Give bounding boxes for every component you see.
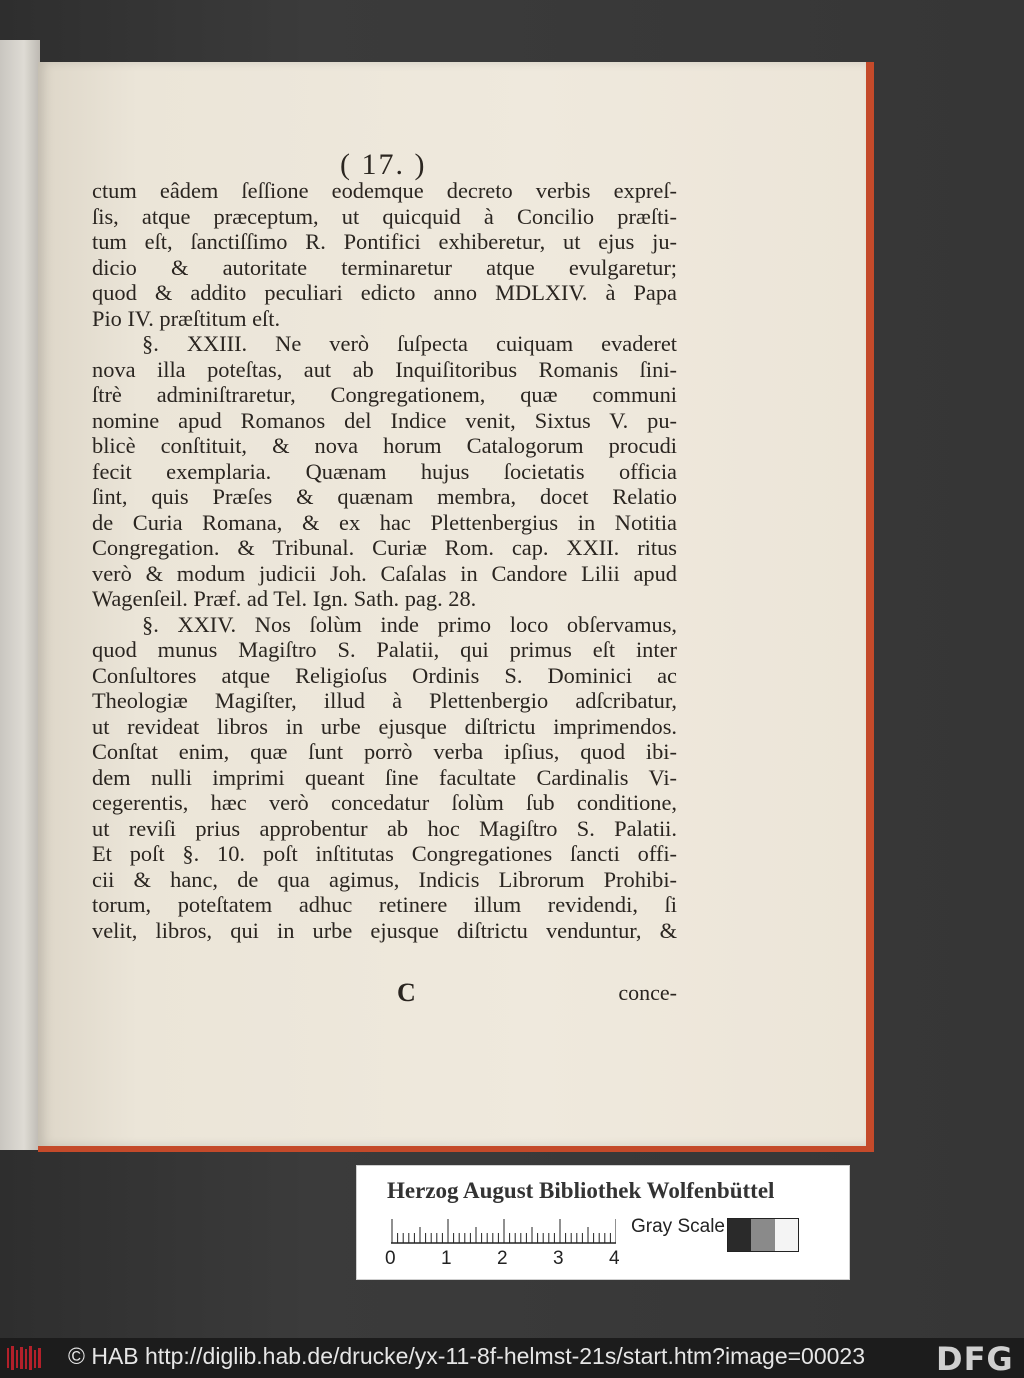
previous-page-edge	[0, 40, 40, 1150]
text-line: quod & addito peculiari edicto anno MDLXIV. à Papa	[92, 280, 677, 305]
text-line: quod munus Magiſtro S. Palatii, qui primus eſt inter	[92, 637, 677, 662]
text-line: torum, poteſtatem adhuc retinere illum revidendi, ſi	[92, 892, 677, 917]
text-line: Conſultores atque Religioſus Ordinis S. Dominici ac	[92, 662, 677, 688]
ruler-number: 0	[385, 1248, 396, 1269]
text-line: Conſtat enim, quæ ſunt porrò verba ipſius, quod ibi-	[92, 739, 677, 764]
text-line: §. XXIV. Nos ſolùm inde primo loco obſervamus,	[142, 611, 677, 637]
text-line: ſint, quis Præſes & quænam membra, docet Relatio	[92, 484, 677, 509]
gray-swatch-light	[775, 1219, 798, 1251]
color-reference-card	[356, 1165, 850, 1280]
text-line: ut revideat libros in urbe ejusque diſtrictu imprimendos.	[92, 713, 677, 739]
ruler-numbers	[385, 1248, 635, 1272]
text-line: cegerentis, hæc verò concedatur ſolùm ſub conditione,	[92, 790, 677, 815]
text-line: de Curia Romana, & ex hac Plettenbergius in Notitia	[92, 509, 677, 535]
text-line: nova illa poteſtas, aut ab Inquiſitoribus Romanis ſini-	[92, 356, 677, 382]
text-line: Pio IV. præſtitum eſt.	[92, 305, 281, 331]
gray-scale-bar	[727, 1218, 799, 1252]
text-line: §. XXIII. Ne verò ſuſpecta cuiquam evaderet	[142, 331, 677, 356]
text-line: Et poſt §. 10. poſt inſtitutas Congregationes ſancti offi-	[92, 841, 677, 866]
gray-swatch-dark	[728, 1219, 751, 1251]
footer-bar	[0, 1338, 1024, 1378]
text-line: ſis, atque præceptum, ut quicquid à Concilio præſti-	[92, 203, 677, 229]
text-line: ctum eâdem ſeſſione eodemque decreto verbis expreſ-	[92, 178, 677, 203]
page-footer-marks	[92, 978, 677, 1008]
signature-mark: C	[397, 978, 416, 1007]
text-line: cii & hanc, de qua agimus, Indicis Librorum Prohibi-	[92, 866, 677, 892]
page-number: ( 17. )	[340, 148, 427, 181]
card-title: Herzog August Bibliothek Wolfenbüttel	[387, 1178, 775, 1203]
text-line: ſtrè adminiſtraretur, Congregationem, quæ communi	[92, 382, 677, 407]
text-line: Congregation. & Tribunal. Curiæ Rom. cap. XXII. ritus	[92, 535, 677, 560]
ruler-number: 2	[497, 1248, 508, 1269]
text-line: tum eſt, ſanctiſſimo R. Pontifici exhiberetur, ut ejus ju-	[92, 229, 677, 254]
text-line: Theologiæ Magiſter, illud à Plettenbergio adſcribatur,	[92, 688, 677, 713]
text-line: dicio & autoritate terminaretur atque evulgaretur;	[92, 254, 677, 280]
gray-swatch-mid	[751, 1219, 774, 1251]
copyright-url: © HAB http://diglib.hab.de/drucke/yx-11-8f-helmst-21s/start.htm?image=00023	[68, 1343, 866, 1369]
gray-scale-label: Gray Scale	[631, 1216, 725, 1237]
text-line: velit, libros, qui in urbe ejusque diſtrictu venduntur, &	[92, 917, 677, 943]
text-line: verò & modum judicii Joh. Caſalas in Candore Lilii apud	[92, 560, 677, 586]
text-line: nomine apud Romanos del Indice venit, Sixtus V. pu-	[92, 407, 677, 433]
ruler-number: 1	[441, 1248, 452, 1269]
text-line: fecit exemplaria. Quænam hujus ſocietatis officia	[92, 458, 677, 484]
text-line: blicè conſtituit, & nova horum Catalogorum procudi	[92, 433, 677, 458]
text-line: ut reviſi prius approbentur ab hoc Magiſtro S. Palatii.	[92, 815, 677, 841]
ruler-number: 4	[609, 1248, 620, 1269]
body-text	[92, 178, 677, 943]
catchword: conce-	[618, 980, 677, 1005]
ruler-number: 3	[553, 1248, 564, 1269]
hab-barcode-logo-icon	[6, 1344, 42, 1372]
text-line: Wagenſeil. Præf. ad Tel. Ign. Sath. pag. 28.	[92, 586, 477, 611]
dfg-logo: DFG	[936, 1340, 1014, 1378]
ruler-icon	[391, 1218, 616, 1244]
text-line: dem nulli imprimi queant ſine facultate Cardinalis Vi-	[92, 764, 677, 790]
